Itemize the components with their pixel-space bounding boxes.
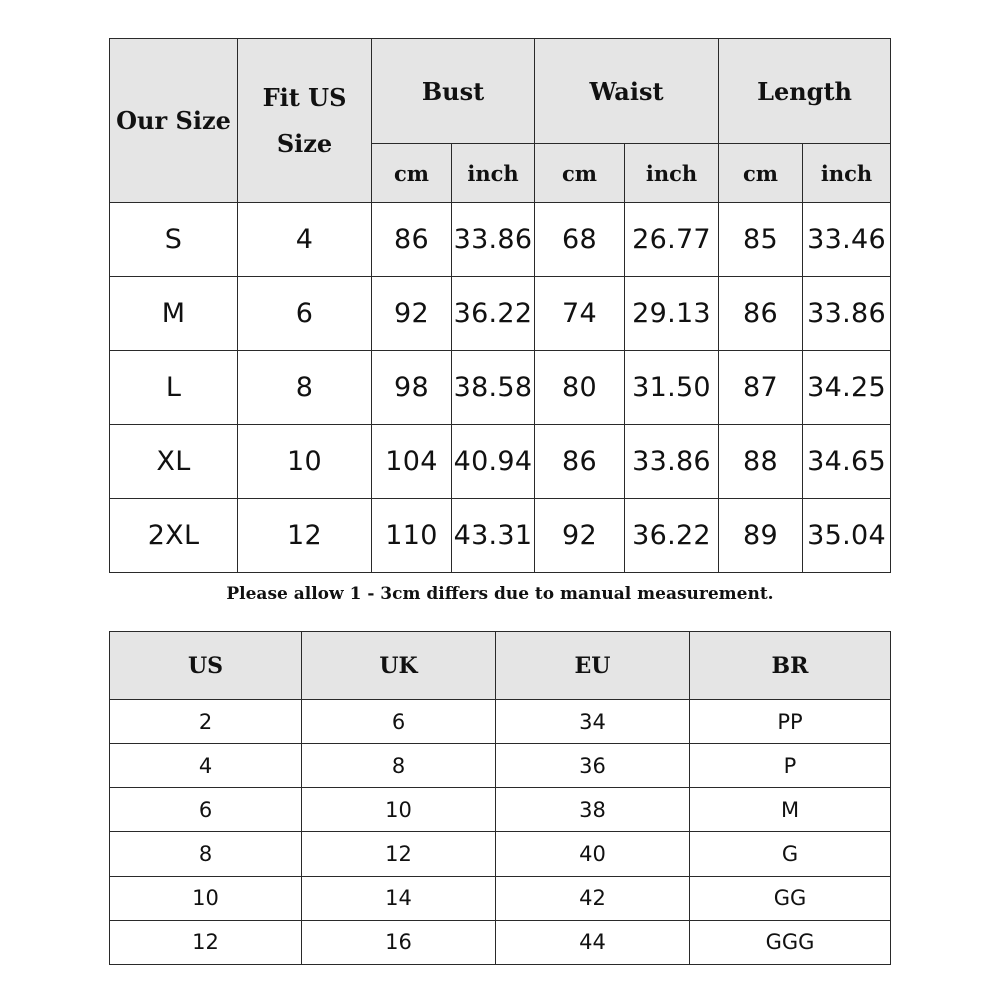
header-fit-us-size: Fit US Size (238, 39, 372, 203)
header-eu: EU (496, 632, 690, 700)
measurement-note: Please allow 1 - 3cm differs due to manual measurement. (226, 584, 774, 604)
cell-eu: 42 (496, 876, 690, 920)
cell-length-inch: 33.46 (803, 203, 891, 277)
header-br: BR (690, 632, 891, 700)
table-row (110, 920, 891, 964)
table-row (110, 277, 891, 351)
cell-waist-inch: 31.50 (625, 351, 719, 425)
cell-br: P (690, 744, 891, 788)
cell-length-cm: 85 (719, 203, 803, 277)
size-conversion-table (109, 631, 891, 965)
table-row (110, 832, 891, 876)
header-unit-bust-inch: inch (452, 144, 535, 203)
cell-bust-inch: 36.22 (452, 277, 535, 351)
cell-uk: 14 (302, 876, 496, 920)
cell-bust-inch: 40.94 (452, 425, 535, 499)
cell-uk: 12 (302, 832, 496, 876)
cell-uk: 10 (302, 788, 496, 832)
cell-br: M (690, 788, 891, 832)
cell-our-size: S (110, 203, 238, 277)
cell-us: 2 (110, 700, 302, 744)
header-unit-length-cm: cm (719, 144, 803, 203)
header-length: Length (719, 39, 891, 144)
cell-eu: 44 (496, 920, 690, 964)
header-unit-waist-inch: inch (625, 144, 719, 203)
cell-bust-cm: 98 (372, 351, 452, 425)
cell-fit-us-size: 10 (238, 425, 372, 499)
cell-length-cm: 86 (719, 277, 803, 351)
cell-us: 12 (110, 920, 302, 964)
cell-waist-cm: 80 (535, 351, 625, 425)
cell-uk: 8 (302, 744, 496, 788)
size-chart-table (109, 38, 891, 573)
table-row (110, 876, 891, 920)
cell-fit-us-size: 4 (238, 203, 372, 277)
table-row (110, 744, 891, 788)
table-row (110, 788, 891, 832)
header-uk: UK (302, 632, 496, 700)
cell-us: 10 (110, 876, 302, 920)
cell-length-cm: 87 (719, 351, 803, 425)
cell-waist-inch: 36.22 (625, 499, 719, 573)
cell-bust-cm: 104 (372, 425, 452, 499)
cell-bust-inch: 43.31 (452, 499, 535, 573)
cell-length-cm: 88 (719, 425, 803, 499)
cell-waist-cm: 86 (535, 425, 625, 499)
cell-bust-inch: 33.86 (452, 203, 535, 277)
table-row (110, 425, 891, 499)
cell-uk: 6 (302, 700, 496, 744)
table-row (110, 203, 891, 277)
table-row (110, 499, 891, 573)
header-our-size: Our Size (110, 39, 238, 203)
cell-length-inch: 34.25 (803, 351, 891, 425)
cell-bust-cm: 86 (372, 203, 452, 277)
cell-fit-us-size: 8 (238, 351, 372, 425)
cell-us: 6 (110, 788, 302, 832)
cell-br: G (690, 832, 891, 876)
cell-length-inch: 33.86 (803, 277, 891, 351)
cell-br: PP (690, 700, 891, 744)
cell-bust-inch: 38.58 (452, 351, 535, 425)
cell-length-inch: 34.65 (803, 425, 891, 499)
cell-length-cm: 89 (719, 499, 803, 573)
cell-fit-us-size: 6 (238, 277, 372, 351)
header-unit-length-inch: inch (803, 144, 891, 203)
cell-br: GGG (690, 920, 891, 964)
cell-waist-inch: 33.86 (625, 425, 719, 499)
cell-bust-cm: 92 (372, 277, 452, 351)
cell-our-size: L (110, 351, 238, 425)
header-bust: Bust (372, 39, 535, 144)
cell-fit-us-size: 12 (238, 499, 372, 573)
cell-waist-cm: 68 (535, 203, 625, 277)
header-us: US (110, 632, 302, 700)
table-row (110, 700, 891, 744)
cell-waist-cm: 74 (535, 277, 625, 351)
table-row (110, 351, 891, 425)
cell-waist-inch: 26.77 (625, 203, 719, 277)
cell-length-inch: 35.04 (803, 499, 891, 573)
header-unit-waist-cm: cm (535, 144, 625, 203)
cell-us: 4 (110, 744, 302, 788)
cell-our-size: 2XL (110, 499, 238, 573)
cell-bust-cm: 110 (372, 499, 452, 573)
cell-us: 8 (110, 832, 302, 876)
cell-eu: 34 (496, 700, 690, 744)
cell-waist-inch: 29.13 (625, 277, 719, 351)
header-waist: Waist (535, 39, 719, 144)
cell-eu: 38 (496, 788, 690, 832)
cell-uk: 16 (302, 920, 496, 964)
cell-our-size: M (110, 277, 238, 351)
cell-waist-cm: 92 (535, 499, 625, 573)
cell-eu: 36 (496, 744, 690, 788)
cell-br: GG (690, 876, 891, 920)
header-unit-bust-cm: cm (372, 144, 452, 203)
cell-our-size: XL (110, 425, 238, 499)
cell-eu: 40 (496, 832, 690, 876)
